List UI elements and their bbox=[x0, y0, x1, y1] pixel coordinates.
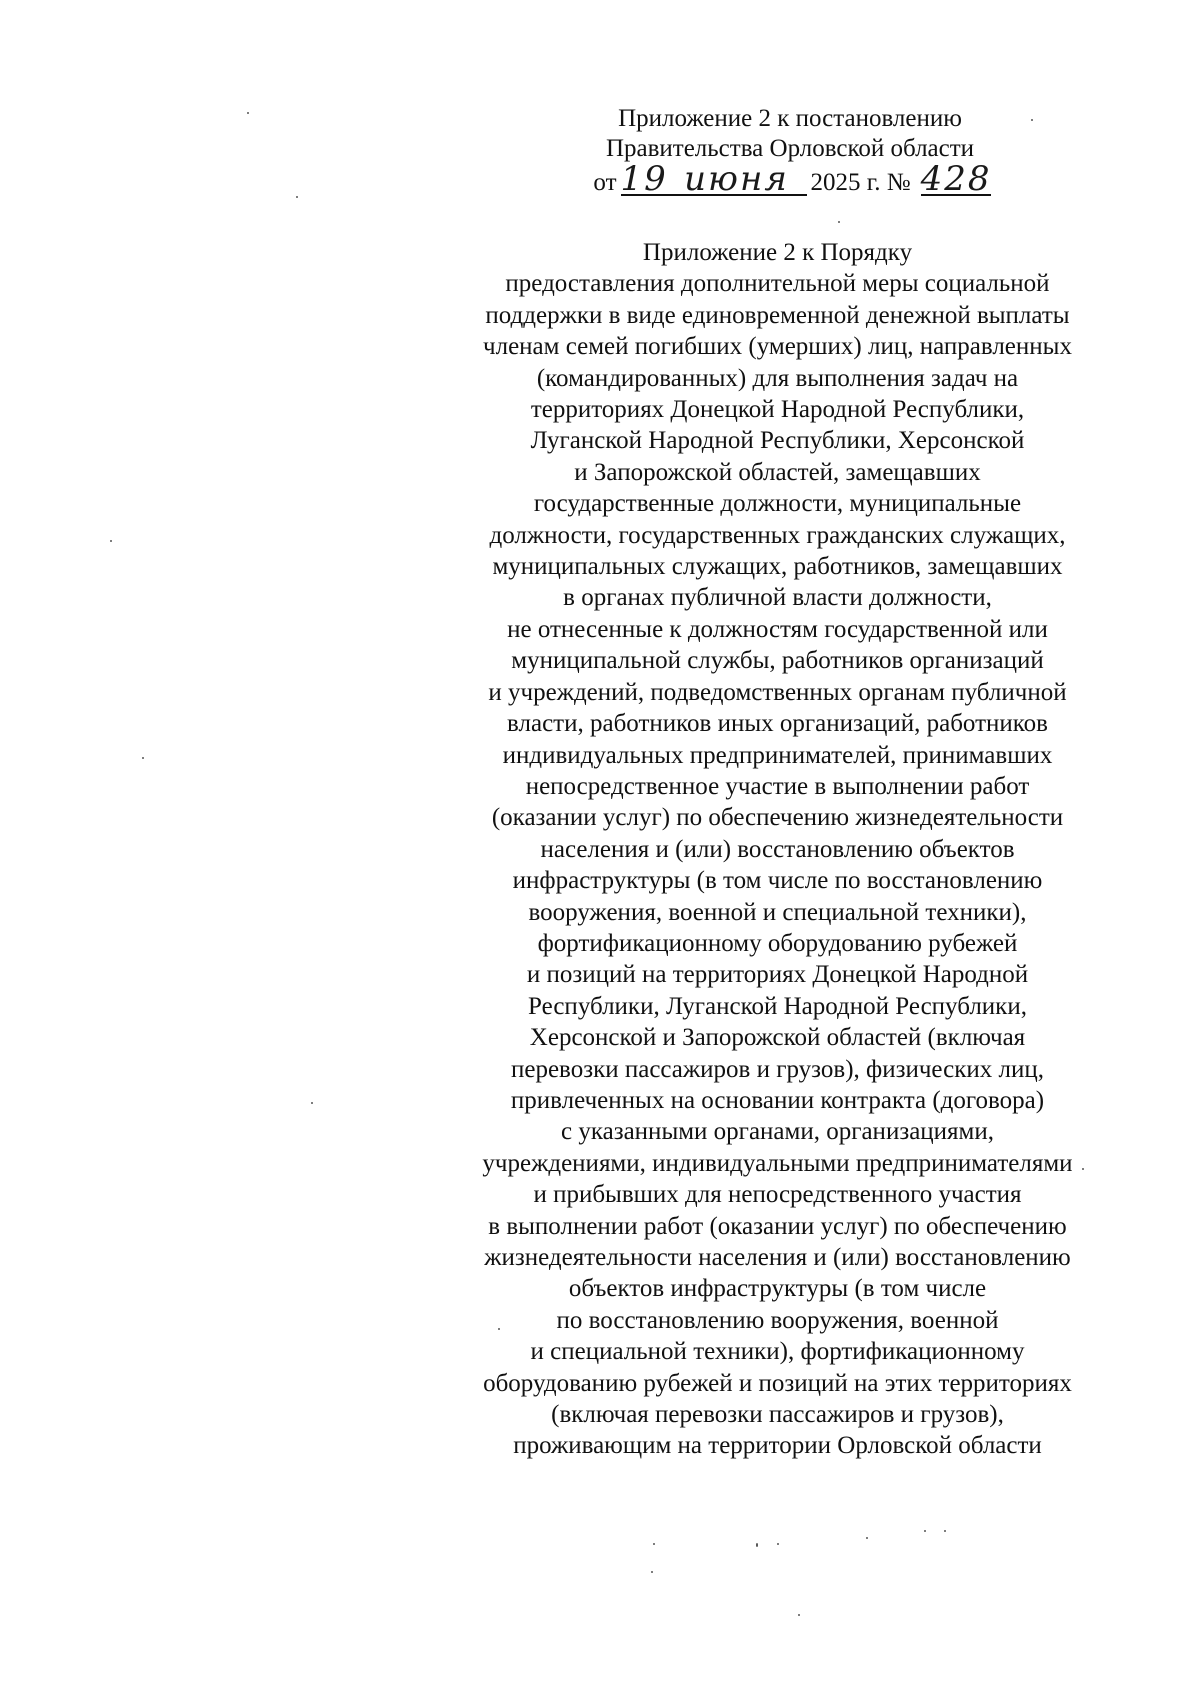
header-line-2: Правительства Орловской области bbox=[605, 135, 975, 162]
appendix-line: населения и (или) восстановлению объектов bbox=[540, 835, 1015, 863]
scan-speck bbox=[296, 196, 298, 198]
appendix-line: Луганской Народной Республики, Херсонской bbox=[530, 427, 1025, 455]
appendix-line: в органах публичной власти должности, bbox=[563, 584, 992, 612]
appendix-line: учреждениями, индивидуальными предпринимателями bbox=[482, 1149, 1073, 1177]
scan-speck bbox=[110, 540, 112, 542]
appendix-line: с указанными органами, организациями, bbox=[561, 1118, 994, 1146]
date-prefix: от bbox=[593, 169, 617, 196]
order-appendix-block bbox=[430, 237, 1125, 1462]
appendix-line: муниципальной службы, работников организаций bbox=[511, 647, 1044, 675]
resolution-appendix-header bbox=[500, 104, 1080, 198]
appendix-line: территориях Донецкой Народной Республики, bbox=[530, 396, 1025, 424]
appendix-line: Херсонской и Запорожской областей (включая bbox=[529, 1024, 1026, 1052]
scan-speck bbox=[866, 1537, 868, 1539]
scan-speck bbox=[838, 221, 840, 223]
appendix-line: и учреждений, подведомственных органам публичной bbox=[488, 678, 1067, 706]
scan-speck bbox=[247, 112, 249, 114]
appendix-line: членам семей погибших (умерших) лиц, направленных bbox=[483, 333, 1072, 361]
appendix-line: непосредственное участие в выполнении работ bbox=[525, 772, 1030, 800]
scan-speck bbox=[651, 1571, 653, 1573]
appendix-line: государственные должности, муниципальные bbox=[533, 490, 1022, 518]
appendix-line: перевозки пассажиров и грузов), физических лиц, bbox=[510, 1055, 1045, 1083]
scan-speck bbox=[777, 1543, 779, 1545]
handwritten-month: июня bbox=[667, 164, 807, 196]
appendix-line: индивидуальных предпринимателей, принимавших bbox=[502, 741, 1053, 769]
appendix-line: объектов инфраструктуры (в том числе bbox=[568, 1275, 987, 1303]
appendix-line: инфраструктуры (в том числе по восстановлению bbox=[512, 867, 1043, 895]
scan-speck bbox=[653, 1543, 655, 1545]
scan-speck bbox=[798, 1614, 800, 1616]
appendix-line: муниципальных служащих, работников, замещавших bbox=[492, 553, 1063, 581]
appendix-line: не отнесенные к должностям государственной или bbox=[507, 615, 1048, 643]
appendix-line: власти, работников иных организаций, работников bbox=[507, 710, 1048, 738]
scan-speck bbox=[142, 757, 144, 759]
date-year-number-label: 2025 г. № bbox=[810, 169, 911, 196]
appendix-line: фортификационному оборудованию рубежей bbox=[537, 929, 1018, 957]
scan-speck bbox=[1082, 1168, 1084, 1170]
appendix-line: жизнедеятельности населения и (или) восстановлению bbox=[484, 1244, 1071, 1271]
scan-speck bbox=[498, 1328, 500, 1330]
appendix-line: (оказании услуг) по обеспечению жизнедеятельности bbox=[491, 804, 1064, 832]
appendix-line: оборудованию рубежей и позиций на этих территориях bbox=[483, 1369, 1072, 1397]
header-date-line bbox=[500, 159, 1080, 199]
appendix-line: (командированных) для выполнения задач на bbox=[536, 364, 1019, 392]
appendix-line: привлеченных на основании контракта (договора) bbox=[510, 1086, 1045, 1114]
appendix-line: вооружения, военной и специальной техники), bbox=[528, 898, 1027, 926]
handwritten-day: 19 bbox=[620, 159, 668, 199]
appendix-line: поддержки в виде единовременной денежной выплаты bbox=[485, 301, 1070, 329]
scan-speck bbox=[1031, 119, 1033, 121]
appendix-line: и позиций на территориях Донецкой Народной bbox=[526, 961, 1029, 989]
scan-speck bbox=[311, 1102, 313, 1104]
scan-speck bbox=[924, 1530, 926, 1532]
appendix-line: предоставления дополнительной меры социальной bbox=[505, 270, 1050, 298]
scan-speck bbox=[944, 1530, 946, 1532]
header-line-1: Приложение 2 к постановлению bbox=[618, 105, 962, 132]
appendix-line: по восстановлению вооружения, военной bbox=[556, 1306, 999, 1334]
appendix-line: и Запорожской областей, замещавших bbox=[574, 458, 981, 486]
appendix-line: и специальной техники), фортификационному bbox=[530, 1338, 1025, 1366]
appendix-line: должности, государственных гражданских служащих, bbox=[489, 521, 1066, 549]
appendix-line: в выполнении работ (оказании услуг) по обеспечению bbox=[488, 1212, 1067, 1240]
appendix-line: Республики, Луганской Народной Республики, bbox=[528, 992, 1027, 1020]
scan-speck bbox=[756, 1543, 758, 1547]
handwritten-document-number: 428 bbox=[920, 159, 992, 199]
appendix-line: (включая перевозки пассажиров и грузов), bbox=[551, 1401, 1004, 1429]
appendix-line: и прибывших для непосредственного участия bbox=[533, 1181, 1022, 1209]
appendix-line: проживающим на территории Орловской области bbox=[513, 1432, 1042, 1460]
appendix-line: Приложение 2 к Порядку bbox=[642, 239, 913, 266]
